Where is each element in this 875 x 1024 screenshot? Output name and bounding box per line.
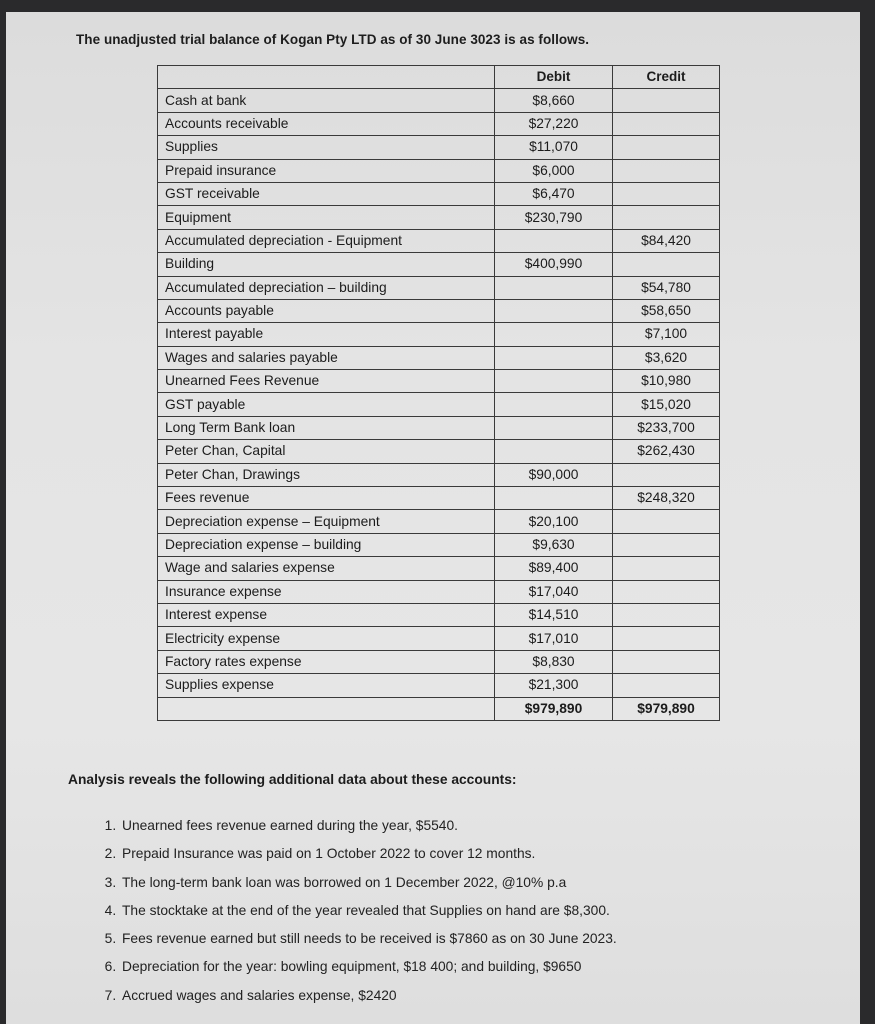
account-name-cell: Insurance expense [158,580,495,603]
account-name-cell: Wage and salaries expense [158,557,495,580]
table-row [158,510,720,533]
credit-cell [613,580,720,603]
debit-cell: $8,830 [495,650,613,673]
table-row [158,580,720,603]
trial-balance-table [157,65,720,721]
debit-cell: $17,010 [495,627,613,650]
table-header-row [158,66,720,89]
credit-cell [613,253,720,276]
credit-cell [613,650,720,673]
debit-cell [495,299,613,322]
credit-cell [613,182,720,205]
credit-cell: $10,980 [613,370,720,393]
table-row [158,136,720,159]
page-heading: The unadjusted trial balance of Kogan Pty LTD as of 30 June 3023 is as follows. [76,32,590,47]
credit-cell: $54,780 [613,276,720,299]
debit-cell: $14,510 [495,603,613,626]
adjustment-note: 5. Fees revenue earned but still needs to be received is $7860 as on 30 June 2023. [120,925,820,953]
credit-cell [613,557,720,580]
trial-balance-body [158,89,720,697]
debit-cell: $6,000 [495,159,613,182]
account-name-cell: Accumulated depreciation - Equipment [158,229,495,252]
table-row [158,346,720,369]
credit-cell [613,533,720,556]
debit-cell [495,229,613,252]
debit-cell [495,487,613,510]
debit-cell: $9,630 [495,533,613,556]
account-name-cell: Factory rates expense [158,650,495,673]
credit-cell [613,674,720,697]
table-row [158,112,720,135]
table-row [158,416,720,439]
account-name-cell: Long Term Bank loan [158,416,495,439]
debit-cell: $89,400 [495,557,613,580]
account-column-header [158,66,495,89]
account-name-cell: Unearned Fees Revenue [158,370,495,393]
debit-column-header: Debit [495,66,613,89]
credit-cell [613,603,720,626]
adjustment-note: 1. Unearned fees revenue earned during the year, $5540. [120,812,820,840]
table-row [158,674,720,697]
table-row [158,206,720,229]
account-name-cell: Depreciation expense – Equipment [158,510,495,533]
adjustment-note: 7. Accrued wages and salaries expense, $2420 [120,982,820,1010]
debit-cell: $27,220 [495,112,613,135]
credit-cell [613,89,720,112]
debit-cell: $230,790 [495,206,613,229]
table-row [158,533,720,556]
credit-cell [613,206,720,229]
table-row [158,253,720,276]
debit-cell: $8,660 [495,89,613,112]
table-row [158,182,720,205]
table-row [158,487,720,510]
table-row [158,603,720,626]
table-row [158,393,720,416]
credit-cell: $3,620 [613,346,720,369]
debit-cell: $21,300 [495,674,613,697]
debit-cell: $17,040 [495,580,613,603]
table-row [158,463,720,486]
account-name-cell: Accounts receivable [158,112,495,135]
account-name-cell: Equipment [158,206,495,229]
document-page [6,12,860,1024]
adjustment-note: 4. The stocktake at the end of the year revealed that Supplies on hand are $8,300. [120,897,820,925]
debit-cell: $20,100 [495,510,613,533]
table-row [158,440,720,463]
totals-row [158,697,720,720]
debit-cell: $90,000 [495,463,613,486]
adjustment-notes-list [86,812,820,1010]
table-row [158,229,720,252]
table-row [158,323,720,346]
credit-cell [613,136,720,159]
table-row [158,89,720,112]
account-name-cell: Supplies [158,136,495,159]
credit-cell: $84,420 [613,229,720,252]
account-name-cell: Building [158,253,495,276]
credit-cell [613,112,720,135]
total-credit: $979,890 [613,697,720,720]
analysis-title: Analysis reveals the following additional data about these accounts: [68,772,517,787]
credit-column-header: Credit [613,66,720,89]
account-name-cell: Electricity expense [158,627,495,650]
adjustment-note: 2. Prepaid Insurance was paid on 1 October 2022 to cover 12 months. [120,840,820,868]
credit-cell: $15,020 [613,393,720,416]
credit-cell [613,159,720,182]
account-name-cell: Supplies expense [158,674,495,697]
account-name-cell: Peter Chan, Capital [158,440,495,463]
credit-cell [613,627,720,650]
credit-cell: $262,430 [613,440,720,463]
account-name-cell: Wages and salaries payable [158,346,495,369]
table-row [158,627,720,650]
debit-cell [495,276,613,299]
account-name-cell: Accounts payable [158,299,495,322]
account-name-cell: Cash at bank [158,89,495,112]
account-name-cell: Prepaid insurance [158,159,495,182]
credit-cell [613,463,720,486]
account-name-cell: Interest payable [158,323,495,346]
table-row [158,299,720,322]
account-name-cell: GST receivable [158,182,495,205]
totals-label [158,697,495,720]
credit-cell: $58,650 [613,299,720,322]
adjustment-note: 3. The long-term bank loan was borrowed on 1 December 2022, @10% p.a [120,869,820,897]
table-row [158,370,720,393]
credit-cell: $248,320 [613,487,720,510]
account-name-cell: Accumulated depreciation – building [158,276,495,299]
debit-cell [495,370,613,393]
debit-cell: $400,990 [495,253,613,276]
account-name-cell: Interest expense [158,603,495,626]
debit-cell: $6,470 [495,182,613,205]
account-name-cell: GST payable [158,393,495,416]
debit-cell [495,416,613,439]
credit-cell: $233,700 [613,416,720,439]
account-name-cell: Fees revenue [158,487,495,510]
debit-cell [495,346,613,369]
debit-cell: $11,070 [495,136,613,159]
table-row [158,557,720,580]
account-name-cell: Depreciation expense – building [158,533,495,556]
debit-cell [495,393,613,416]
table-row [158,650,720,673]
account-name-cell: Peter Chan, Drawings [158,463,495,486]
adjustment-note: 6. Depreciation for the year: bowling equipment, $18 400; and building, $9650 [120,953,820,981]
credit-cell: $7,100 [613,323,720,346]
credit-cell [613,510,720,533]
table-row [158,276,720,299]
debit-cell [495,440,613,463]
total-debit: $979,890 [495,697,613,720]
table-row [158,159,720,182]
debit-cell [495,323,613,346]
